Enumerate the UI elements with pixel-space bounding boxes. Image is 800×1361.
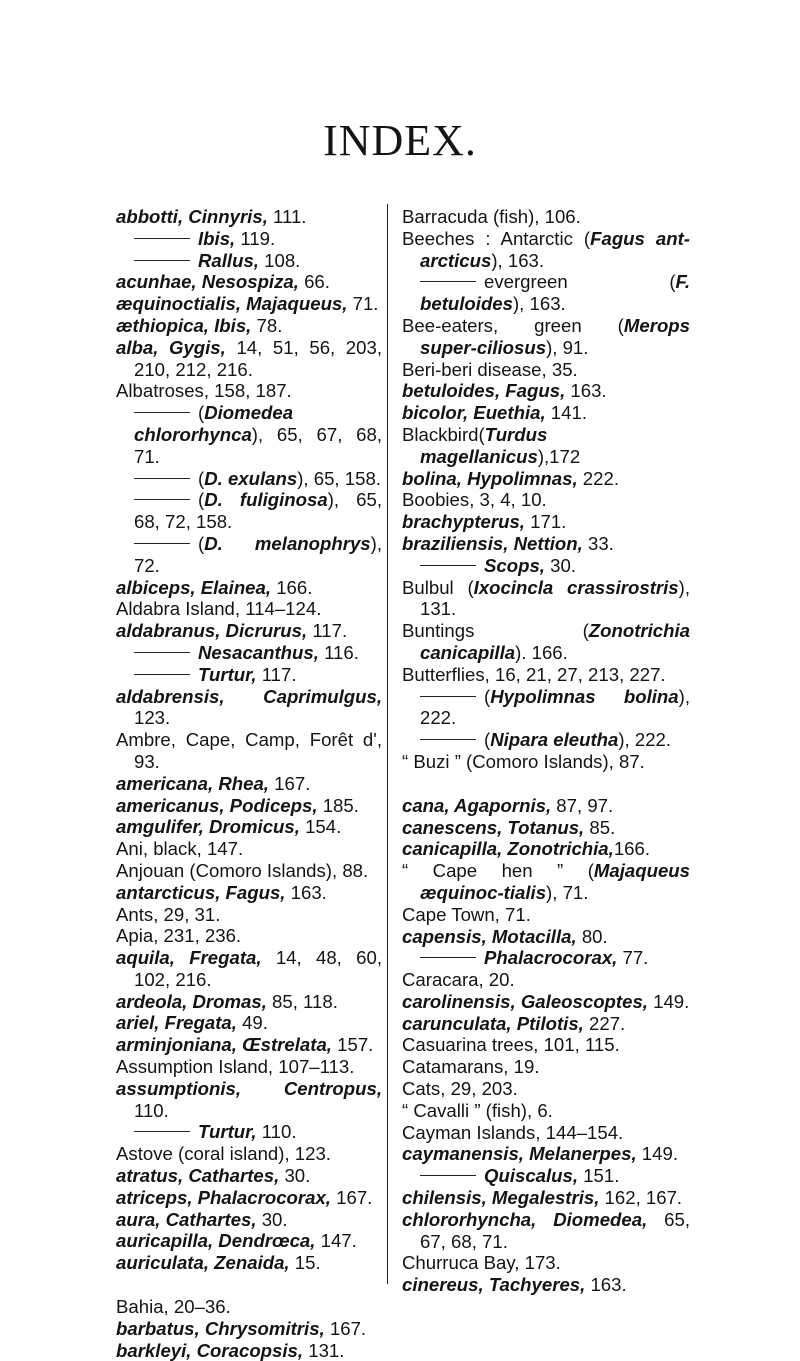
entry-text: Ambre, Cape, Camp, Forêt d', 93. (116, 729, 382, 772)
index-entry (116, 795, 382, 817)
index-entry (116, 838, 382, 860)
entry-text: evergreen ( (484, 271, 676, 293)
entry-term: betuloides, Fagus, (402, 380, 566, 402)
entry-text: ), 65, 158. (297, 467, 381, 489)
entry-term: alba, Gygis, (116, 336, 226, 358)
entry-term: Majaqueus æquinoc-tialis (420, 860, 690, 903)
entry-term: Quiscalus, (484, 1165, 579, 1187)
entry-text: 149. (636, 1143, 678, 1165)
index-entry (402, 620, 690, 664)
index-subentry (116, 533, 382, 577)
index-entry (116, 598, 382, 620)
index-entry (402, 838, 690, 860)
entry-term: Nipara eleutha (490, 729, 619, 751)
entry-term: brachypterus, (402, 511, 525, 533)
entry-term: carunculata, Ptilotis, (402, 1012, 584, 1034)
entry-term: Rallus, (198, 249, 259, 271)
ditto-dash (420, 696, 476, 697)
ditto-dash (134, 499, 190, 500)
entry-text: 166. (271, 576, 313, 598)
entry-term: capensis, Motacilla, (402, 925, 577, 947)
entry-text: Blackbird( (402, 423, 485, 445)
index-entry (116, 337, 382, 381)
entry-text: 222. (577, 467, 619, 489)
entry-text: 78. (251, 314, 283, 336)
entry-text: Barracuda (fish), 106. (402, 206, 581, 227)
index-entry (116, 380, 382, 402)
entry-text: 14, 51, 56, 203, 210, 212, 216. (134, 336, 382, 380)
entry-term: D. fuliginosa (204, 489, 328, 511)
entry-text: 108. (258, 249, 301, 271)
index-entry (402, 424, 690, 468)
index-entry (402, 904, 690, 926)
entry-text: 167. (268, 772, 311, 794)
entry-text: Churruca Bay, 173. (402, 1252, 561, 1274)
entry-text: Bahia, 20–36. (116, 1296, 231, 1318)
entry-term: atratus, Cathartes, (116, 1165, 280, 1187)
entry-text: ), 222. (618, 729, 672, 751)
entry-text: ( (198, 489, 205, 511)
entry-term: antarcticus, Fagus, (116, 881, 286, 903)
entry-term: Diomedea chlororhynca (134, 402, 294, 445)
entry-term: chilensis, Megalestris, (402, 1187, 600, 1209)
ditto-dash (420, 281, 476, 282)
entry-text: 157. (331, 1034, 374, 1056)
entry-text: ), 163. (491, 249, 545, 271)
index-entry (116, 686, 382, 730)
entry-text: Beeches : Antarctic ( (402, 227, 591, 249)
index-entry (402, 926, 690, 948)
index-entry (116, 620, 382, 642)
entry-text: 111. (267, 206, 307, 227)
index-subentry (116, 642, 382, 664)
ditto-dash (420, 957, 476, 958)
entry-text: ),172 (537, 445, 581, 467)
entry-text: ( (198, 402, 205, 424)
index-entry (116, 1318, 382, 1340)
index-entry (402, 969, 690, 991)
index-entry (402, 380, 690, 402)
index-entry (116, 991, 382, 1013)
index-entry (402, 511, 690, 533)
entry-text: 117. (256, 663, 297, 685)
index-entry (402, 1100, 690, 1122)
entry-term: arminjoniana, Œstrelata, (116, 1034, 332, 1056)
entry-text: Aldabra Island, 114–124. (116, 598, 322, 620)
entry-text: 123. (134, 707, 171, 729)
entry-term: braziliensis, Nettion, (402, 532, 583, 554)
index-entry (402, 1078, 690, 1100)
entry-text: 131. (303, 1339, 345, 1361)
entry-term: carolinensis, Galeoscoptes, (402, 990, 648, 1012)
index-entry (116, 315, 382, 337)
index-subentry (116, 250, 382, 272)
entry-term: abbotti, Cinnyris, (116, 206, 268, 227)
entry-text: Apia, 231, 236. (116, 925, 242, 947)
index-entry (116, 925, 382, 947)
entry-text: “ Cavalli ” (fish), 6. (402, 1099, 553, 1121)
entry-text: ( (484, 729, 491, 751)
index-entry (402, 359, 690, 381)
entry-term: aldabrensis, Caprimulgus, (116, 685, 382, 707)
index-entry (116, 1056, 382, 1078)
entry-text: ), 163. (512, 293, 566, 315)
entry-text: 14, 48, 60, 102, 216. (134, 947, 382, 990)
index-entry (116, 271, 382, 293)
index-entry (116, 904, 382, 926)
entry-text: 65, 67, 68, 71. (420, 1208, 690, 1252)
index-subentry (116, 489, 382, 533)
entry-text: 163. (585, 1274, 627, 1296)
entry-text: 30. (279, 1165, 311, 1187)
entry-term: caymanensis, Melanerpes, (402, 1143, 637, 1165)
index-entry (116, 1340, 382, 1361)
entry-text: 166. (613, 838, 651, 860)
index-entry (402, 533, 690, 555)
entry-text: ), 71. (546, 881, 589, 903)
index-entry (116, 1012, 382, 1034)
entry-text: ), 222. (420, 685, 690, 729)
entry-text: 185. (317, 794, 359, 816)
index-entry (116, 816, 382, 838)
entry-text: 77. (617, 947, 649, 969)
entry-term: americanus, Podiceps, (116, 794, 318, 816)
index-entry (116, 206, 382, 228)
index-entry (402, 1143, 690, 1165)
entry-term: D. exulans (204, 467, 298, 489)
entry-text: Boobies, 3, 4, 10. (402, 489, 547, 511)
entry-term: D. melanophrys (204, 532, 371, 554)
ditto-dash (134, 1131, 190, 1132)
entry-text: 117. (307, 620, 348, 642)
ditto-dash (420, 1175, 476, 1176)
ditto-dash (134, 260, 190, 261)
entry-text: 110. (134, 1099, 169, 1121)
entry-term: ariel, Fregata, (116, 1012, 237, 1034)
entry-term: F. betuloides (420, 271, 690, 315)
entry-text: Butterflies, 16, 21, 27, 213, 227. (402, 663, 666, 685)
entry-text: Astove (coral island), 123. (116, 1143, 331, 1165)
entry-text: 162, 167. (599, 1187, 683, 1209)
entry-text: 110. (256, 1121, 297, 1143)
index-entry (116, 1187, 382, 1209)
entry-term: barkleyi, Coracopsis, (116, 1339, 304, 1361)
index-entry (116, 1252, 382, 1274)
entry-term: Ibis, (198, 227, 236, 249)
index-entry (116, 1209, 382, 1231)
entry-text: 87, 97. (551, 794, 614, 816)
entry-text: 33. (582, 532, 614, 554)
page-title: INDEX. (323, 116, 477, 166)
index-entry (402, 228, 690, 272)
entry-text: 151. (578, 1165, 620, 1187)
entry-text: 154. (299, 816, 342, 838)
entry-text: Assumption Island, 107–113. (116, 1056, 355, 1078)
entry-term: americana, Rhea, (116, 772, 269, 794)
entry-text: 71. (347, 293, 379, 315)
entry-term: Turdus magellanicus (420, 423, 548, 467)
index-entry (116, 882, 382, 904)
entry-text: ( (198, 467, 205, 489)
entry-text: “ Buzi ” (Comoro Islands), 87. (402, 750, 645, 772)
index-entry (402, 795, 690, 817)
entry-text: Ani, black, 147. (116, 838, 244, 860)
index-subentry (116, 402, 382, 467)
entry-text: 171. (524, 511, 567, 533)
entry-term: Hypolimnas bolina (490, 685, 679, 707)
entry-text: 80. (576, 925, 608, 947)
entry-text: 163. (565, 380, 607, 402)
entry-text: Caracara, 20. (402, 969, 515, 991)
entry-term: Fagus ant-arcticus (420, 227, 690, 271)
entry-text: 167. (324, 1317, 367, 1339)
index-column-left (116, 206, 382, 1361)
index-entry (402, 1013, 690, 1035)
entry-text: 30. (544, 554, 576, 576)
index-subentry (402, 555, 690, 577)
index-entry (116, 1034, 382, 1056)
entry-text: Buntings ( (402, 620, 589, 642)
entry-term: Turtur, (198, 663, 257, 685)
entry-term: albiceps, Elainea, (116, 576, 272, 598)
entry-text: 30. (256, 1208, 288, 1230)
entry-text: ( (484, 685, 491, 707)
entry-term: cinereus, Tachyeres, (402, 1274, 586, 1296)
entry-text: Casuarina trees, 101, 115. (402, 1034, 620, 1056)
entry-term: barbatus, Chrysomitris, (116, 1317, 325, 1339)
index-subentry (116, 664, 382, 686)
entry-text: Anjouan (Comoro Islands), 88. (116, 859, 369, 881)
entry-term: auriculata, Zenaida, (116, 1252, 290, 1274)
entry-term: æthiopica, Ibis, (116, 314, 252, 336)
index-entry (402, 860, 690, 904)
entry-term: bicolor, Euethia, (402, 402, 546, 424)
entry-text: 116. (318, 641, 359, 663)
index-entry (402, 1274, 690, 1296)
entry-text: 227. (583, 1012, 626, 1034)
entry-term: bolina, Hypolimnas, (402, 467, 578, 489)
entry-text: Cayman Islands, 144–154. (402, 1121, 624, 1143)
entry-text: ), 72. (134, 532, 382, 576)
index-subentry (402, 271, 690, 315)
entry-term: auricapilla, Dendrœca, (116, 1230, 316, 1252)
entry-term: Phalacrocorax, (484, 947, 618, 969)
index-entry (402, 1034, 690, 1056)
section-gap (402, 773, 690, 795)
index-subentry (402, 729, 690, 751)
entry-text: ), 65, 68, 72, 158. (134, 489, 383, 533)
entry-text: Albatroses, 158, 187. (116, 380, 292, 402)
index-entry (116, 773, 382, 795)
index-entry (402, 664, 690, 686)
ditto-dash (420, 565, 476, 566)
entry-text: 85. (584, 816, 616, 838)
entry-term: ardeola, Dromas, (116, 990, 267, 1012)
entry-text: Beri-beri disease, 35. (402, 358, 578, 380)
entry-text: Cats, 29, 203. (402, 1078, 518, 1100)
index-subentry (116, 228, 382, 250)
index-subentry (116, 468, 382, 490)
entry-term: canescens, Totanus, (402, 816, 585, 838)
entry-text: 119. (235, 227, 276, 249)
entry-text: ), 65, 67, 68, 71. (134, 423, 382, 467)
ditto-dash (134, 543, 190, 544)
index-entry (116, 293, 382, 315)
entry-text: 66. (298, 271, 330, 293)
entry-text: 167. (330, 1186, 373, 1208)
entry-text: 163. (285, 881, 327, 903)
ditto-dash (420, 739, 476, 740)
entry-text: ), 91. (546, 336, 589, 358)
ditto-dash (134, 478, 190, 479)
index-entry (402, 1209, 690, 1253)
entry-text: Catamarans, 19. (402, 1056, 540, 1078)
entry-text: ), 131. (420, 576, 690, 620)
index-entry (116, 1143, 382, 1165)
index-subentry (402, 686, 690, 730)
entry-term: æquinoctialis, Majaqueus, (116, 293, 348, 315)
entry-term: aldabranus, Dicrurus, (116, 620, 308, 642)
entry-term: cana, Agapornis, (402, 794, 552, 816)
entry-text: ). 166. (515, 641, 568, 663)
index-entry (402, 315, 690, 359)
entry-term: Merops super-ciliosus (420, 314, 690, 358)
index-entry (116, 860, 382, 882)
column-divider (387, 204, 388, 1284)
index-entry (402, 1252, 690, 1274)
index-entry (116, 947, 382, 991)
index-entry (402, 1187, 690, 1209)
entry-text: Bulbul ( (402, 576, 474, 598)
index-entry (402, 1056, 690, 1078)
index-entry (402, 751, 690, 773)
index-entry (116, 1165, 382, 1187)
ditto-dash (134, 652, 190, 653)
entry-text: ( (198, 532, 205, 554)
index-subentry (402, 1165, 690, 1187)
index-entry (402, 817, 690, 839)
entry-term: Ixocincla crassirostris (473, 576, 679, 598)
entry-term: atriceps, Phalacrocorax, (116, 1186, 331, 1208)
index-entry (402, 489, 690, 511)
entry-term: assumptionis, Centropus, (116, 1077, 382, 1099)
index-entry (116, 729, 382, 773)
entry-text: 49. (236, 1012, 268, 1034)
index-entry (402, 991, 690, 1013)
ditto-dash (134, 238, 190, 239)
entry-text: “ Cape hen ” ( (402, 860, 594, 882)
entry-term: Nesacanthus, (198, 641, 319, 663)
index-entry (116, 1078, 382, 1122)
entry-term: chlororhyncha, Diomedea, (402, 1208, 648, 1230)
index-entry (402, 1122, 690, 1144)
ditto-dash (134, 674, 190, 675)
index-subentry (116, 1121, 382, 1143)
entry-term: canicapilla, Zonotrichia, (402, 838, 614, 860)
entry-text: 149. (647, 990, 690, 1012)
index-entry (116, 1296, 382, 1318)
entry-term: aquila, Fregata, (116, 947, 262, 969)
entry-text: 147. (315, 1230, 357, 1252)
index-entry (402, 206, 690, 228)
ditto-dash (134, 412, 190, 413)
entry-term: Scops, (484, 554, 545, 576)
entry-text: Ants, 29, 31. (116, 903, 221, 925)
index-entry (402, 577, 690, 621)
index-entry (116, 577, 382, 599)
entry-term: acunhae, Nesospiza, (116, 271, 299, 293)
index-entry (402, 402, 690, 424)
section-gap (116, 1274, 382, 1296)
index-entry (116, 1230, 382, 1252)
entry-text: 141. (545, 402, 587, 424)
entry-term: Zonotrichia canicapilla (420, 620, 690, 663)
entry-term: aura, Cathartes, (116, 1208, 257, 1230)
entry-term: Turtur, (198, 1121, 257, 1143)
entry-text: 15. (289, 1252, 321, 1274)
index-subentry (402, 947, 690, 969)
entry-term: amgulifer, Dromicus, (116, 816, 300, 838)
index-entry (402, 468, 690, 490)
entry-text: Cape Town, 71. (402, 903, 531, 925)
index-column-right (402, 206, 690, 1296)
entry-text: Bee-eaters, green ( (402, 314, 624, 336)
entry-text: 85, 118. (266, 990, 338, 1012)
